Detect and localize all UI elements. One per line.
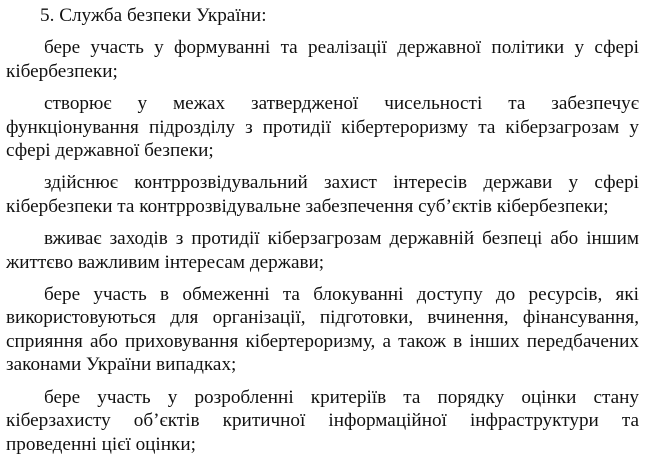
list-item-5: бере участь в обмеженні та блокуванні доступу до ресурсів, які використовуються для організації, підготовки, вчинення, фінансування, сприяння або приховування кібертероризму, а також в інших передбачених законами України випадках; <box>6 284 639 376</box>
section-heading: 5. Служба безпеки України: <box>40 5 267 26</box>
list-item-4: вживає заходів з протидії кіберзагрозам державній безпеці або іншим життєво важливим інтересам держави; <box>6 228 639 273</box>
list-item-2: створює у межах затвердженої чисельності та забезпечує функціонування підрозділу з протидії кібертероризму та кіберзагрозам у сфері державної безпеки; <box>6 93 639 162</box>
list-item-6: бере участь у розробленні критеріїв та порядку оцінки стану кіберзахисту об’єктів критичної інформаційної інфраструктури та проведенні цієї оцінки; <box>6 386 639 455</box>
list-item-1: бере участь у формуванні та реалізації державної політики у сфері кібербезпеки; <box>6 37 639 82</box>
list-item-3: здійснює контррозвідувальний захист інтересів держави у сфері кібербезпеки та контррозвідувальне забезпечення суб’єктів кібербезпеки; <box>6 172 639 217</box>
